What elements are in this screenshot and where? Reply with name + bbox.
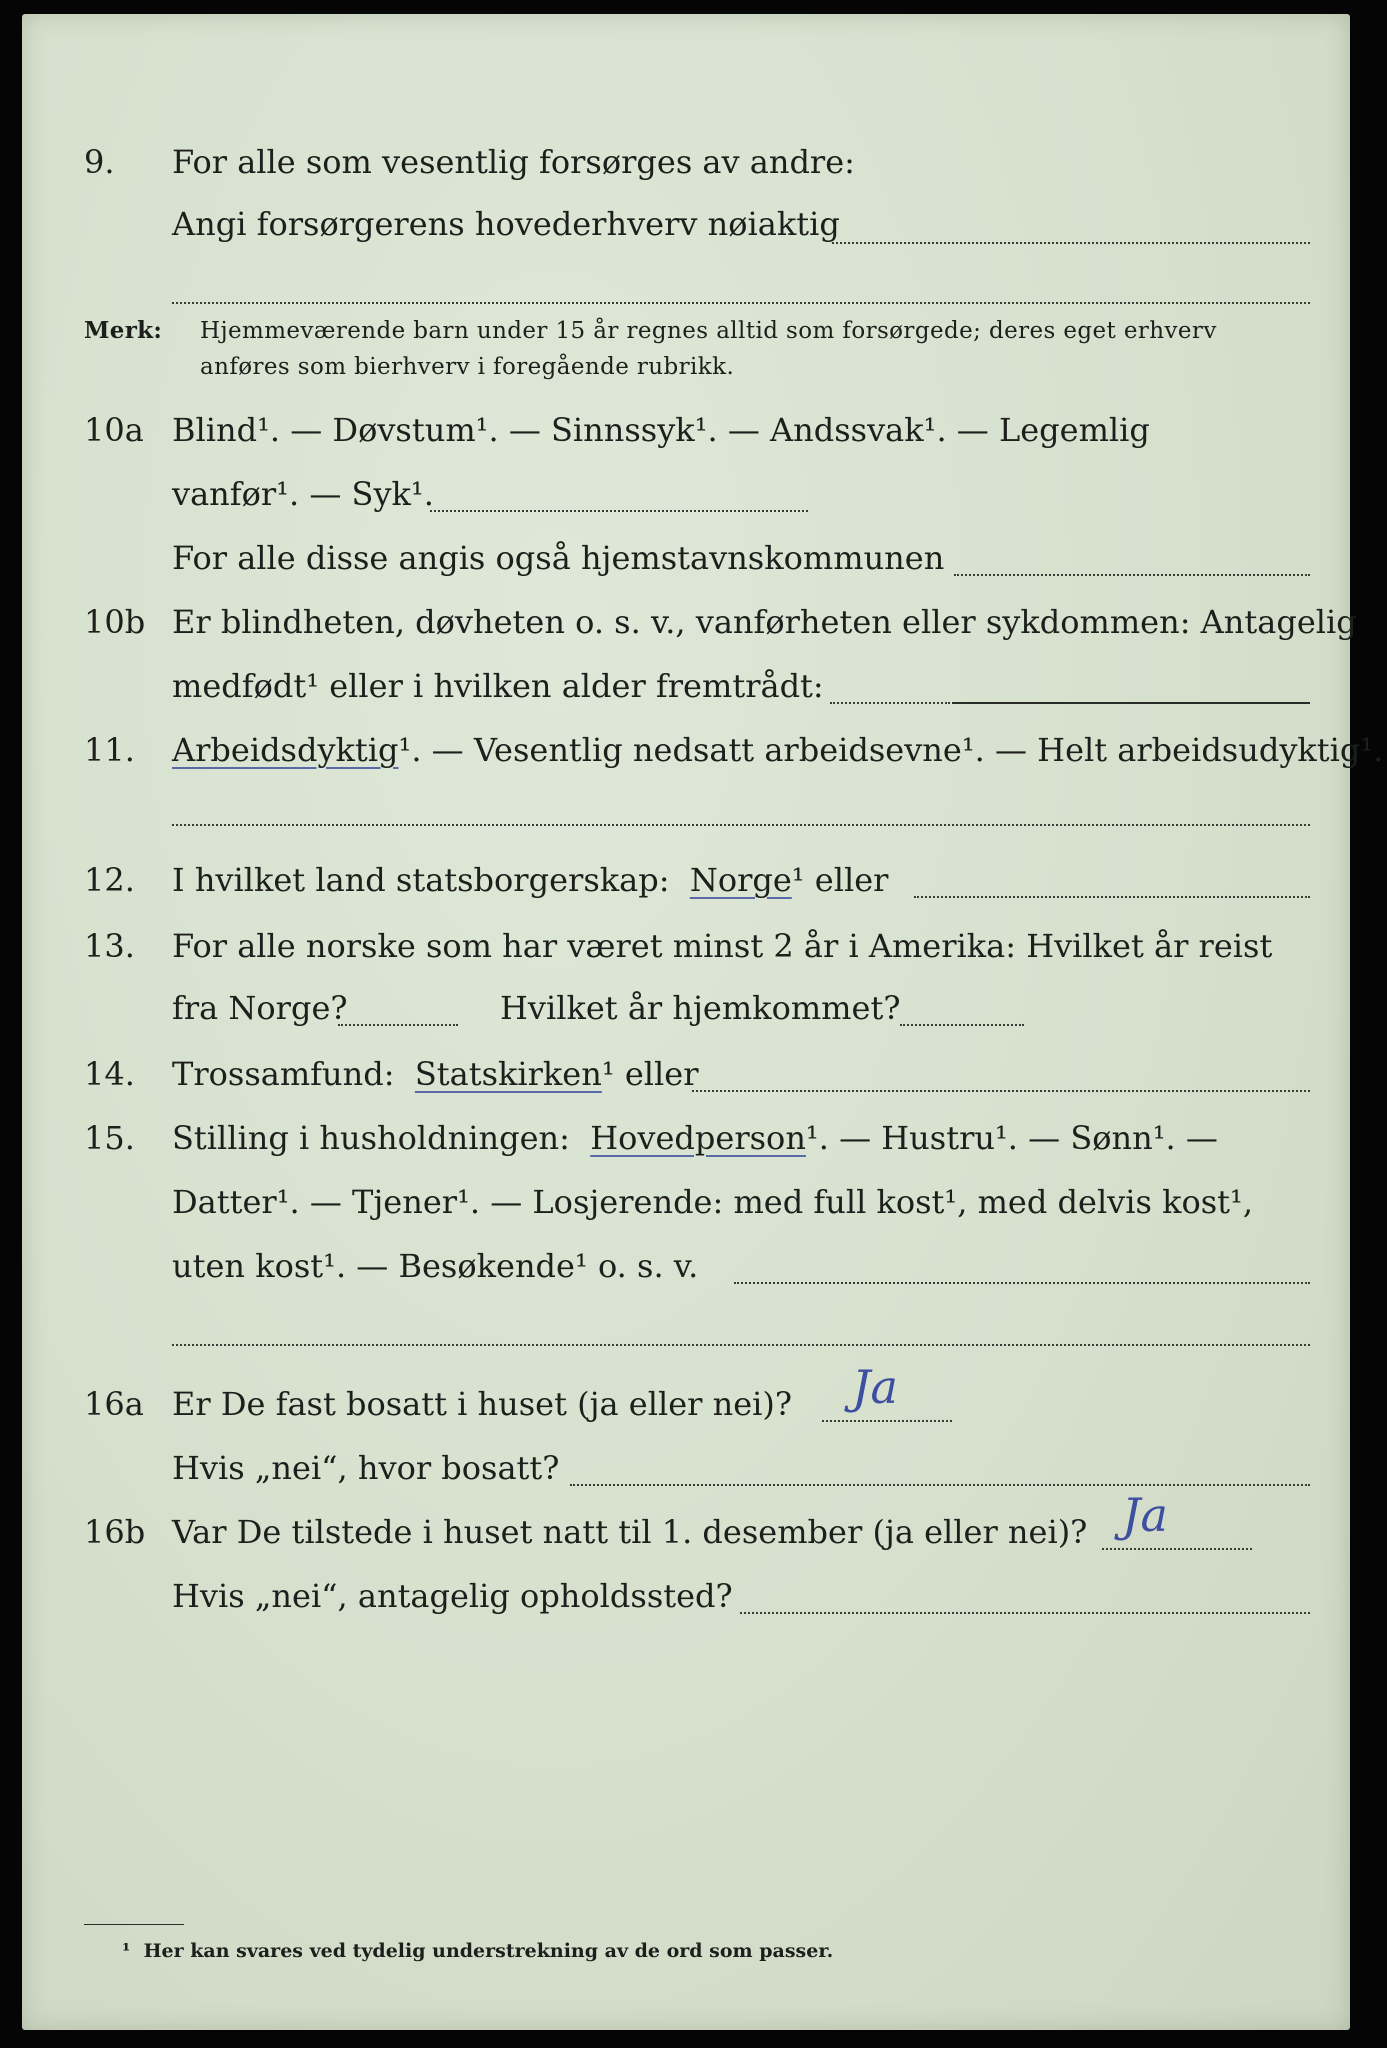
question-text: Var De tilstede i huset natt til 1. desember (ja eller nei)?	[172, 1513, 1088, 1551]
answer-line-16a[interactable]	[822, 1420, 952, 1422]
handwritten-answer-16b: Ja	[1122, 1488, 1168, 1542]
question-text: Datter¹. — Tjener¹. — Losjerende: med full kost¹, med delvis kost¹,	[172, 1183, 1254, 1221]
underlined-answer: Hovedperson	[590, 1119, 806, 1157]
question-text: Blind¹. — Døvstum¹. — Sinnssyk¹. — Andssvak¹. — Legemlig	[172, 411, 1150, 449]
answer-line-10a-home[interactable]	[954, 574, 1310, 576]
question-number: 14.	[84, 1055, 135, 1093]
question-text-suffix: ¹. — Hustru¹. — Sønn¹. —	[805, 1119, 1218, 1157]
answer-line-15b[interactable]	[172, 1344, 1310, 1346]
footnote-text: Her kan svares ved tydelig understrekning av de ord som passer.	[143, 1940, 834, 1962]
underlined-answer: Statskirken	[414, 1055, 602, 1093]
question-text: For alle norske som har været minst 2 år i Amerika: Hvilket år reist	[172, 927, 1273, 965]
question-text-rest: ¹. — Vesentlig nedsatt arbeidsevne¹. — Helt arbeidsudyktig¹.	[398, 731, 1384, 769]
question-number: 10b	[84, 603, 146, 641]
footnote-mark: ¹	[122, 1940, 131, 1962]
question-text-suffix: ¹ eller	[601, 1055, 699, 1093]
question-text: fra Norge?	[172, 989, 348, 1027]
answer-line-13-right[interactable]	[900, 1024, 1024, 1026]
answer-line-10b[interactable]	[830, 702, 950, 704]
footnote	[122, 1940, 833, 1962]
handwritten-answer-16a: Ja	[852, 1360, 898, 1414]
question-text-prefix: I hvilket land statsborgerskap:	[172, 861, 670, 899]
census-form-page	[22, 14, 1384, 2030]
question-text: Hvis „nei“, antagelig opholdssted?	[172, 1577, 733, 1615]
answer-line-12[interactable]	[914, 896, 1310, 898]
answer-line-16b-where[interactable]	[740, 1612, 1310, 1614]
question-text: vanfør¹. — Syk¹.	[172, 475, 434, 513]
question-text	[172, 730, 1383, 770]
question-text-prefix: Trossamfund:	[172, 1055, 395, 1093]
answer-line-10b-solid[interactable]	[952, 702, 1310, 704]
question-number: 13.	[84, 927, 135, 965]
question-number: 16b	[84, 1513, 146, 1551]
note-label: Merk:	[84, 317, 163, 344]
answer-line-11[interactable]	[172, 824, 1310, 826]
question-text: For alle som vesentlig forsørges av andre:	[172, 143, 855, 181]
question-text-suffix: ¹ eller	[791, 861, 889, 899]
question-text: Er De fast bosatt i huset (ja eller nei)?	[172, 1385, 793, 1423]
underlined-answer: Norge	[689, 861, 792, 899]
note-text: Hjemmeværende barn under 15 år regnes alltid som forsørgede; deres eget erhverv	[200, 318, 1217, 344]
question-number: 12.	[84, 861, 135, 899]
answer-line-13-left[interactable]	[338, 1024, 458, 1026]
question-text: Angi forsørgerens hovederhverv nøiaktig	[172, 205, 840, 243]
answer-line-16a-where[interactable]	[570, 1484, 1310, 1486]
question-text: uten kost¹. — Besøkende¹ o. s. v.	[172, 1247, 699, 1285]
question-text: Er blindheten, døvheten o. s. v., vanførheten eller sykdommen: Antagelig	[172, 603, 1357, 641]
note-text-2: anføres som bierhverv i foregående rubrikk.	[200, 354, 735, 380]
answer-line-16b[interactable]	[1102, 1548, 1252, 1550]
question-number: 15.	[84, 1119, 135, 1157]
question-text	[172, 1118, 1218, 1158]
question-number: 10a	[84, 411, 144, 449]
answer-line-10a[interactable]	[430, 510, 808, 512]
question-text	[172, 1054, 698, 1094]
question-text-prefix: Stilling i husholdningen:	[172, 1119, 570, 1157]
answer-line-15[interactable]	[734, 1282, 1310, 1284]
answer-line-9[interactable]	[832, 242, 1310, 244]
underlined-answer: Arbeidsdyktig	[172, 731, 399, 769]
question-number: 11.	[84, 731, 135, 769]
question-text	[172, 860, 888, 900]
answer-line-9b[interactable]	[172, 302, 1310, 304]
question-text: Hvis „nei“, hvor bosatt?	[172, 1449, 560, 1487]
footnote-rule	[84, 1924, 184, 1925]
question-text: medfødt¹ eller i hvilken alder fremtrådt:	[172, 667, 824, 705]
answer-line-14[interactable]	[692, 1090, 1310, 1092]
question-text: For alle disse angis også hjemstavnskommunen	[172, 539, 945, 577]
question-text-b: Hvilket år hjemkommet?	[500, 989, 901, 1027]
question-number: 16a	[84, 1385, 144, 1423]
question-number: 9.	[84, 143, 115, 181]
